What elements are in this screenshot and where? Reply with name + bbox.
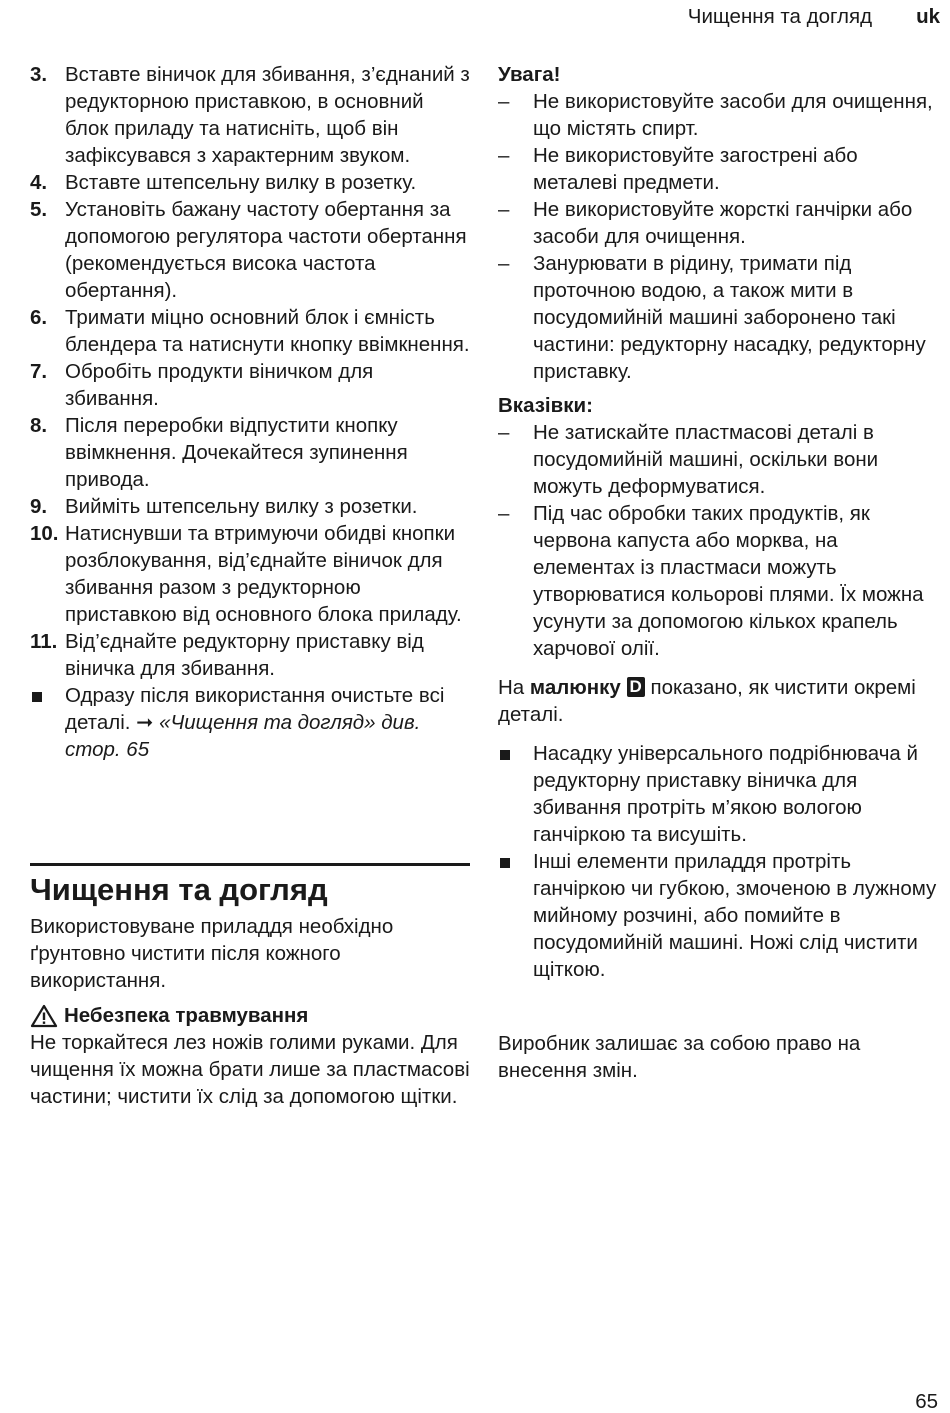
section-divider bbox=[30, 863, 470, 866]
figure-ref-pre: На bbox=[498, 676, 525, 699]
figure-badge: D bbox=[627, 677, 645, 697]
notes-title: Вказівки: bbox=[498, 394, 593, 417]
step-item bbox=[30, 520, 470, 628]
cleaning-item bbox=[498, 848, 944, 983]
step-text: Вставте віничок для збивання, з’єднаний з редукторною приставкою, в основний блок приладу та натисніть, щоб він зафіксувався з характерним звуком. bbox=[65, 63, 470, 167]
step-number: 11. bbox=[30, 630, 58, 653]
step-number: 5. bbox=[30, 198, 48, 221]
list-item bbox=[498, 500, 944, 662]
steps-list bbox=[30, 61, 470, 682]
dash-bullet: – bbox=[498, 421, 510, 444]
cleaning-list bbox=[498, 740, 944, 983]
attention-list bbox=[498, 88, 944, 385]
arrow-right-icon: ➞ bbox=[136, 711, 154, 734]
cleaning-item bbox=[498, 740, 944, 848]
square-bullet-icon bbox=[30, 682, 65, 763]
footnote: Виробник залишає за собою право на внесення змін. bbox=[498, 1032, 861, 1082]
figure-ref-post: показано, як чистити окремі деталі. bbox=[498, 676, 916, 726]
step-text: Після переробки відпустити кнопку ввімкнення. Дочекайтеся зупинення привода. bbox=[65, 414, 408, 491]
list-item bbox=[498, 419, 944, 500]
dash-bullet: – bbox=[498, 252, 510, 275]
left-column bbox=[30, 61, 470, 763]
step-item bbox=[30, 358, 470, 412]
section-intro: Використовуване приладдя необхідно ґрунтовно чистити після кожного використання. bbox=[30, 915, 394, 992]
step-number: 8. bbox=[30, 414, 48, 437]
list-item bbox=[498, 196, 944, 250]
list-item-text: Не використовуйте засоби для очищення, що містять спирт. bbox=[533, 90, 933, 140]
warning-title: Небезпека травмування bbox=[64, 1004, 309, 1027]
cross-reference-link[interactable]: «Чищення та догляд» див. стор. 65 bbox=[65, 711, 421, 761]
step-text: Установіть бажану частоту обертання за допомогою регулятора частоти обертання (рекомендується висока частота обертання). bbox=[65, 198, 467, 302]
dash-bullet: – bbox=[498, 502, 510, 525]
step-number: 9. bbox=[30, 495, 48, 518]
notes-list bbox=[498, 419, 944, 662]
step-item bbox=[30, 412, 470, 493]
step-item bbox=[30, 196, 470, 304]
step-number: 4. bbox=[30, 171, 48, 194]
dash-bullet: – bbox=[498, 90, 510, 113]
dash-bullet: – bbox=[498, 144, 510, 167]
after-use-text: Одразу після використання очистьте всі деталі. bbox=[65, 684, 445, 734]
list-item-text: Під час обробки таких продуктів, як червона капуста або морква, на елементах із пластмаси можуть утворюватися кольорові плями. Їх можна усунути за допомогою кількох крапель харчової олії. bbox=[533, 502, 924, 660]
warning-text: Не торкайтеся лез ножів голими руками. Для чищення їх можна брати лише за пластмасові частини; чистити їх слід за допомогою щітки. bbox=[30, 1031, 470, 1108]
list-item-text: Не затискайте пластмасові деталі в посудомийній машині, оскільки вони можуть деформуватися. bbox=[533, 421, 879, 498]
language-code: uk bbox=[916, 4, 940, 28]
square-bullet-icon bbox=[498, 740, 533, 848]
step-text: Вийміть штепсельну вилку з розетки. bbox=[65, 495, 418, 518]
section-body bbox=[30, 913, 470, 1110]
step-text: Натиснувши та втримуючи обидві кнопки розблокування, від’єднайте віничок для збивання разом з редукторною приставкою від основного блока приладу. bbox=[65, 522, 462, 626]
right-column bbox=[498, 61, 944, 983]
step-item bbox=[30, 169, 470, 196]
step-number: 3. bbox=[30, 63, 48, 86]
warning-triangle-icon bbox=[30, 1004, 58, 1028]
figure-reference bbox=[498, 674, 944, 728]
step-item bbox=[30, 628, 470, 682]
warning-heading bbox=[30, 1002, 470, 1029]
step-number: 7. bbox=[30, 360, 48, 383]
step-item bbox=[30, 61, 470, 169]
attention-title: Увага! bbox=[498, 63, 561, 86]
square-bullet-icon bbox=[498, 848, 533, 983]
list-item-text: Занурювати в рідину, тримати під проточною водою, а також мити в посудомийній машині заборонено такі частини: редукторну насадку, редукторну приставку. bbox=[533, 252, 926, 383]
figure-ref-bold: малюнку bbox=[529, 676, 621, 699]
page-header bbox=[688, 2, 940, 30]
list-item bbox=[498, 88, 944, 142]
step-text: Вставте штепсельну вилку в розетку. bbox=[65, 171, 417, 194]
step-item bbox=[30, 304, 470, 358]
list-item bbox=[498, 142, 944, 196]
after-use-item bbox=[30, 682, 470, 763]
step-item bbox=[30, 493, 470, 520]
section-title: Чищення та догляд bbox=[30, 872, 328, 907]
page-number: 65 bbox=[915, 1390, 938, 1413]
step-text: Тримати міцно основний блок і ємність блендера та натиснути кнопку ввімкнення. bbox=[65, 306, 470, 356]
list-item bbox=[498, 250, 944, 385]
cleaning-item-text: Насадку універсального подрібнювача й редукторну приставку віничка для збивання протріть м’якою вологою ганчіркою та висушіть. bbox=[533, 742, 918, 846]
dash-bullet: – bbox=[498, 198, 510, 221]
step-text: Від’єднайте редукторну приставку від віничка для збивання. bbox=[65, 630, 424, 680]
step-number: 6. bbox=[30, 306, 48, 329]
cleaning-item-text: Інші елементи приладдя протріть ганчіркою чи губкою, змоченою в лужному мийному розчині, або помийте в посудомийній машині. Ножі слід чистити щіткою. bbox=[533, 850, 937, 981]
list-item-text: Не використовуйте жорсткі ганчірки або засоби для очищення. bbox=[533, 198, 913, 248]
step-number: 10. bbox=[30, 522, 59, 545]
step-text: Обробіть продукти віничком для збивання. bbox=[65, 360, 374, 410]
header-title: Чищення та догляд bbox=[687, 4, 873, 28]
list-item-text: Не використовуйте загострені або металеві предмети. bbox=[533, 144, 858, 194]
